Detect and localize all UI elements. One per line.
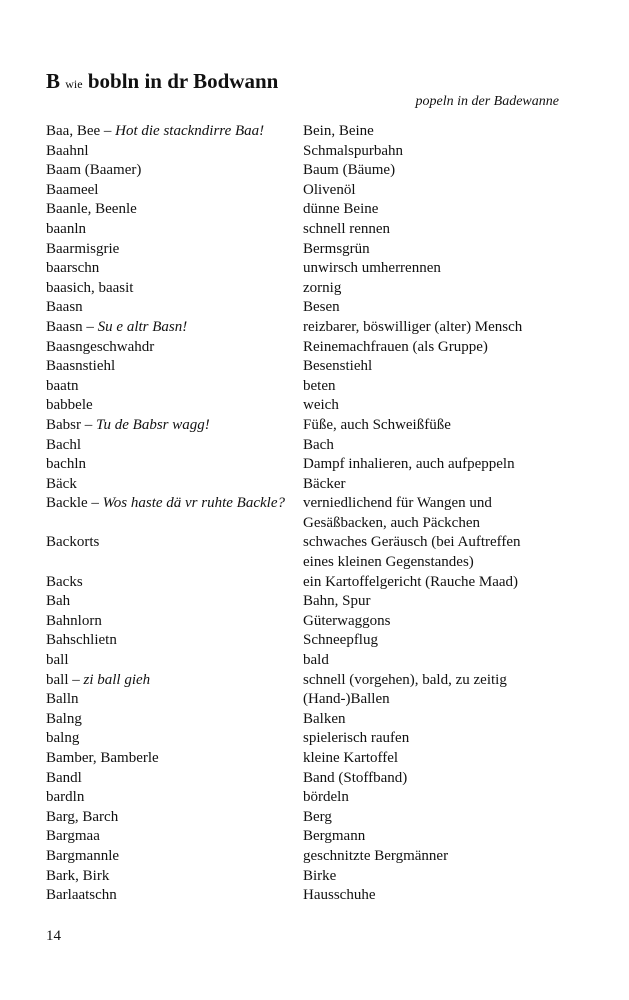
entry-term-cell bbox=[46, 455, 303, 475]
entry-term-cell bbox=[46, 318, 303, 338]
entry-definition: Bergmann bbox=[303, 828, 366, 845]
glossary-entry bbox=[46, 494, 586, 514]
glossary-entry bbox=[46, 357, 586, 377]
entry-term-cell bbox=[46, 338, 303, 358]
entry-term: Bachl bbox=[46, 436, 81, 453]
entry-term: Baasnstiehl bbox=[46, 358, 116, 375]
entry-term: Bark, Birk bbox=[46, 867, 110, 884]
glossary-entry bbox=[46, 377, 586, 397]
entry-definition: Olivenöl bbox=[303, 181, 356, 198]
glossary-entry bbox=[46, 416, 586, 436]
entry-definition: schnell rennen bbox=[303, 220, 391, 237]
entry-term-cell bbox=[46, 377, 303, 397]
glossary-list bbox=[46, 122, 586, 906]
entry-term-cell bbox=[46, 533, 303, 553]
glossary-entry bbox=[46, 240, 586, 260]
entry-term: Bargmannle bbox=[46, 847, 120, 864]
entry-definition: unwirsch umherrennen bbox=[303, 260, 441, 277]
glossary-entry bbox=[46, 396, 586, 416]
entry-term-cell bbox=[46, 436, 303, 456]
entry-definition: Schneepflug bbox=[303, 632, 378, 649]
entry-term: Bahschlietn bbox=[46, 632, 117, 649]
glossary-entry bbox=[46, 631, 586, 651]
entry-definition: (Hand-)Ballen bbox=[303, 691, 390, 708]
entry-definition: Gesäßbacken, auch Päckchen bbox=[303, 514, 480, 531]
entry-term-cell bbox=[46, 612, 303, 632]
entry-dash: – bbox=[87, 495, 103, 512]
entry-definition: Bein, Beine bbox=[303, 123, 374, 139]
entry-term-cell bbox=[46, 357, 303, 377]
glossary-entry bbox=[46, 475, 586, 495]
entry-term: Baasn bbox=[46, 318, 83, 335]
entry-term: Balln bbox=[46, 691, 79, 708]
entry-term-cell bbox=[46, 416, 303, 436]
entry-definition: eines kleinen Gegenstandes) bbox=[303, 554, 474, 571]
entry-definition: Besenstiehl bbox=[303, 358, 373, 375]
entry-term-cell bbox=[46, 788, 303, 808]
glossary-entry bbox=[46, 651, 586, 671]
entry-term-cell bbox=[46, 631, 303, 651]
glossary-entry bbox=[46, 161, 586, 181]
entry-term-cell bbox=[46, 200, 303, 220]
entry-definition: Baum (Bäume) bbox=[303, 162, 396, 179]
entry-term: Barlaatschn bbox=[46, 887, 117, 904]
glossary-entry bbox=[46, 298, 586, 318]
entry-definition: Bermsgrün bbox=[303, 240, 370, 257]
entry-term: Baanle, Beenle bbox=[46, 201, 137, 218]
entry-definition: Schmalspurbahn bbox=[303, 142, 403, 159]
entry-dash: – bbox=[81, 416, 96, 433]
entry-definition: Bahn, Spur bbox=[303, 593, 371, 610]
heading-letter: B bbox=[46, 69, 61, 93]
entry-term: Backorts bbox=[46, 534, 100, 551]
glossary-entry bbox=[46, 612, 586, 632]
entry-term-cell bbox=[46, 142, 303, 162]
entry-term: Baarmisgrie bbox=[46, 240, 120, 257]
glossary-entry bbox=[46, 690, 586, 710]
entry-example: Wos haste dä vr ruhte Backle? bbox=[102, 495, 285, 512]
entry-definition: Dampf inhalieren, auch aufpeppeln bbox=[303, 456, 515, 473]
entry-definition: reizbarer, böswilliger (alter) Mensch bbox=[303, 318, 523, 335]
glossary-entry bbox=[46, 279, 586, 299]
glossary-entry bbox=[46, 729, 586, 749]
entry-example: Tu de Babsr wagg! bbox=[96, 416, 210, 433]
entry-term-cell bbox=[46, 749, 303, 769]
heading-connector: wie bbox=[65, 77, 83, 91]
glossary-entry bbox=[46, 200, 586, 220]
entry-definition: geschnitzte Bergmänner bbox=[303, 847, 449, 864]
entry-term: ball bbox=[46, 671, 69, 688]
entry-term: Baameel bbox=[46, 181, 99, 198]
entry-definition: dünne Beine bbox=[303, 201, 379, 218]
glossary-entry bbox=[46, 592, 586, 612]
entry-example: zi ball gieh bbox=[83, 671, 151, 688]
entry-definition: Bach bbox=[303, 436, 334, 453]
glossary-entry bbox=[46, 808, 586, 828]
entry-definition: kleine Kartoffel bbox=[303, 750, 399, 766]
entry-term-cell bbox=[46, 396, 303, 416]
glossary-entry bbox=[46, 553, 586, 573]
entry-term-cell bbox=[46, 494, 303, 514]
entry-term-cell bbox=[46, 161, 303, 181]
entry-term: bardln bbox=[46, 789, 85, 806]
entry-definition: Birke bbox=[303, 867, 337, 884]
glossary-entry bbox=[46, 710, 586, 730]
entry-definition: beten bbox=[303, 377, 336, 394]
entry-term-cell bbox=[46, 592, 303, 612]
glossary-entry bbox=[46, 749, 586, 769]
entry-term: Bandl bbox=[46, 769, 82, 786]
glossary-entry bbox=[46, 769, 586, 789]
entry-term-cell bbox=[46, 671, 303, 691]
glossary-entry bbox=[46, 259, 586, 279]
glossary-entry bbox=[46, 671, 586, 691]
entry-term-cell bbox=[46, 847, 303, 867]
entry-term: Bäck bbox=[46, 475, 77, 492]
heading-translation: popeln in der Badewanne bbox=[415, 94, 559, 109]
entry-definition: verniedlichend für Wangen und bbox=[303, 495, 492, 512]
entry-term: babbele bbox=[46, 397, 93, 414]
glossary-entry bbox=[46, 867, 586, 887]
entry-term: Babsr bbox=[46, 416, 81, 433]
glossary-entry bbox=[46, 181, 586, 201]
entry-term: Baam (Baamer) bbox=[46, 162, 142, 179]
entry-definition: spielerisch raufen bbox=[303, 730, 410, 747]
entry-definition: Besen bbox=[303, 299, 340, 316]
entry-term-cell bbox=[46, 259, 303, 279]
entry-term: bachln bbox=[46, 456, 86, 473]
entry-term: Barg, Barch bbox=[46, 808, 119, 825]
glossary-entry bbox=[46, 514, 586, 534]
entry-definition: Bäcker bbox=[303, 475, 346, 492]
glossary-entry bbox=[46, 847, 586, 867]
entry-dash: – bbox=[100, 123, 116, 139]
entry-term-cell bbox=[46, 298, 303, 318]
entry-term: Backs bbox=[46, 573, 83, 590]
entry-term-cell bbox=[46, 827, 303, 847]
entry-term: Bamber, Bamberle bbox=[46, 750, 159, 766]
entry-definition: bördeln bbox=[303, 789, 349, 806]
entry-term: baasich, baasit bbox=[46, 279, 134, 296]
entry-term-cell bbox=[46, 651, 303, 671]
glossary-entry bbox=[46, 533, 586, 553]
entry-term-cell bbox=[46, 808, 303, 828]
heading-phrase: bobln in dr Bodwann bbox=[87, 69, 279, 93]
entry-definition: zornig bbox=[303, 279, 342, 296]
page-number: 14 bbox=[46, 928, 61, 944]
entry-term-cell bbox=[46, 220, 303, 240]
entry-term-cell bbox=[46, 279, 303, 299]
entry-term: Bargmaa bbox=[46, 828, 100, 845]
entry-term: Backle bbox=[46, 495, 88, 512]
entry-term: Balng bbox=[46, 710, 82, 727]
entry-term: baatn bbox=[46, 377, 79, 394]
entry-definition: Band (Stoffband) bbox=[303, 769, 408, 786]
glossary-entry bbox=[46, 455, 586, 475]
glossary-entry bbox=[46, 788, 586, 808]
glossary-entry bbox=[46, 573, 586, 593]
entry-term: baarschn bbox=[46, 260, 100, 277]
entry-definition: Reinemachfrauen (als Gruppe) bbox=[303, 338, 488, 355]
entry-term: ball bbox=[46, 652, 69, 669]
entry-definition: ein Kartoffelgericht (Rauche Maad) bbox=[303, 573, 519, 590]
glossary-entry bbox=[46, 142, 586, 162]
entry-definition: bald bbox=[303, 652, 329, 669]
entry-example: Su e altr Basn! bbox=[97, 318, 188, 335]
entry-definition: Berg bbox=[303, 808, 332, 825]
glossary-entry bbox=[46, 338, 586, 358]
page-heading bbox=[46, 68, 278, 97]
entry-term: baanln bbox=[46, 220, 86, 237]
entry-term: balng bbox=[46, 730, 80, 747]
entry-term: Baa, Bee bbox=[46, 123, 101, 139]
entry-term-cell bbox=[46, 769, 303, 789]
entry-definition: schnell (vorgehen), bald, zu zeitig bbox=[303, 671, 507, 688]
glossary-entry bbox=[46, 122, 586, 142]
entry-term-cell bbox=[46, 729, 303, 749]
glossary-entry bbox=[46, 220, 586, 240]
entry-term-cell bbox=[46, 573, 303, 593]
entry-term: Bahnlorn bbox=[46, 612, 102, 629]
entry-example: Hot die stackndirre Baa! bbox=[115, 123, 265, 139]
glossary-entry bbox=[46, 827, 586, 847]
entry-dash: – bbox=[68, 671, 84, 688]
entry-term-cell bbox=[46, 690, 303, 710]
entry-term: Baasn bbox=[46, 299, 83, 316]
entry-term-cell bbox=[46, 122, 303, 142]
entry-term-cell bbox=[46, 867, 303, 887]
entry-term-cell bbox=[46, 514, 303, 534]
entry-definition: schwaches Geräusch (bei Auftreffen bbox=[303, 534, 521, 551]
entry-definition: Füße, auch Schweißfüße bbox=[303, 416, 451, 433]
entry-definition: Balken bbox=[303, 710, 346, 727]
entry-term: Baahnl bbox=[46, 142, 89, 159]
entry-term-cell bbox=[46, 181, 303, 201]
entry-term-cell bbox=[46, 553, 303, 573]
entry-definition: Güterwaggons bbox=[303, 612, 391, 629]
entry-definition: weich bbox=[303, 397, 339, 414]
glossary-entry bbox=[46, 436, 586, 456]
entry-term-cell bbox=[46, 886, 303, 906]
entry-term-cell bbox=[46, 240, 303, 260]
entry-term: Baasngeschwahdr bbox=[46, 338, 155, 355]
entry-term: Bah bbox=[46, 593, 71, 610]
entry-definition: Hausschuhe bbox=[303, 887, 376, 904]
glossary-entry bbox=[46, 318, 586, 338]
entry-term-cell bbox=[46, 710, 303, 730]
glossary-entry bbox=[46, 886, 586, 906]
entry-term-cell bbox=[46, 475, 303, 495]
entry-dash: – bbox=[82, 318, 98, 335]
